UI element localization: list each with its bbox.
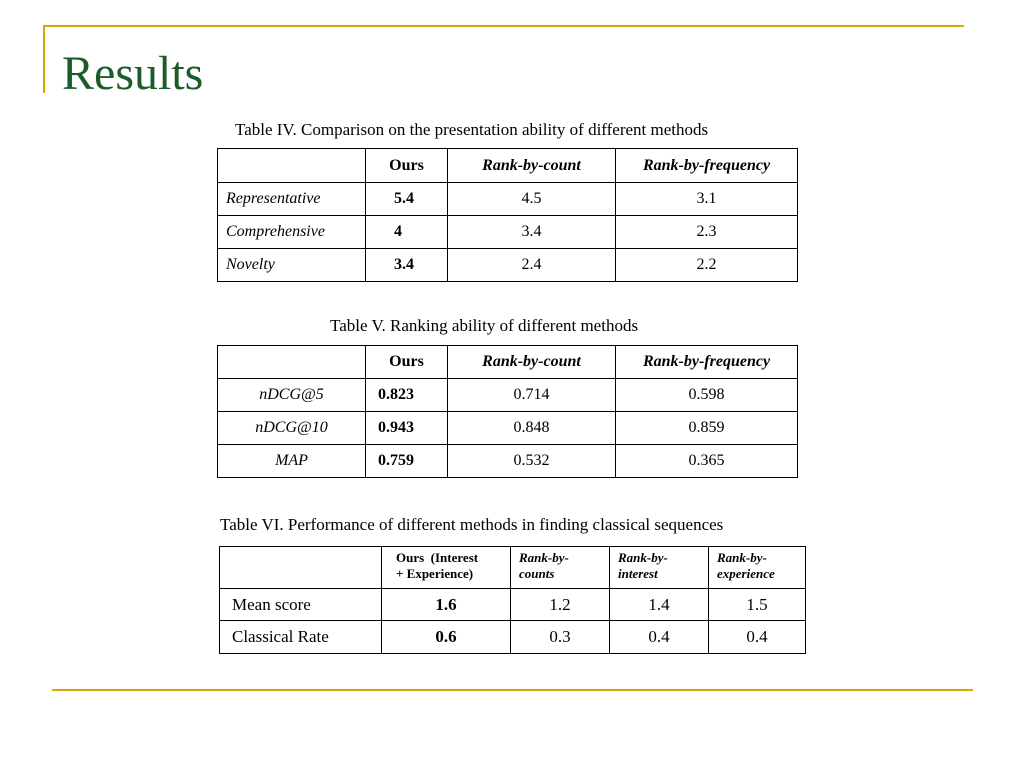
- count-value: 4.5: [448, 183, 616, 216]
- table6-header-experience-line1: Rank-by-: [717, 550, 767, 565]
- count-value: 0.848: [448, 412, 616, 445]
- table4: [217, 148, 798, 282]
- top-accent-line: [43, 25, 964, 27]
- frequency-value: 3.1: [616, 183, 798, 216]
- table4-header-ours: Ours: [366, 149, 448, 183]
- table6-header-ours-line1: Ours (Interest: [396, 550, 479, 565]
- table6-header-ours-line2: + Experience): [396, 566, 474, 581]
- slide-title: Results: [62, 47, 204, 100]
- row-label: Representative: [218, 183, 366, 216]
- table4-caption: Table IV. Comparison on the presentation ability of different methods: [235, 120, 709, 139]
- row-label: nDCG@5: [218, 379, 366, 412]
- ours-value: 0.6: [382, 621, 511, 654]
- row-label: nDCG@10: [218, 412, 366, 445]
- table6-header-experience-line2: experience: [717, 566, 775, 581]
- ours-value: 3.4: [366, 249, 448, 282]
- table6-header-experience: [709, 547, 806, 589]
- table6-header-ours: [382, 547, 511, 589]
- interest-value: 0.4: [610, 621, 709, 654]
- frequency-value: 0.365: [616, 445, 798, 478]
- bottom-accent-line: [52, 689, 973, 691]
- experience-value: 1.5: [709, 589, 806, 621]
- ours-value: 1.6: [382, 589, 511, 621]
- table6-header-interest: [610, 547, 709, 589]
- table6-caption: Table VI. Performance of different methods in finding classical sequences: [220, 515, 724, 534]
- interest-value: 1.4: [610, 589, 709, 621]
- table-row: [220, 589, 806, 621]
- count-value: 3.4: [448, 216, 616, 249]
- ours-value: 4: [366, 216, 448, 249]
- table-row: [220, 621, 806, 654]
- row-label: Classical Rate: [220, 621, 382, 654]
- frequency-value: 2.2: [616, 249, 798, 282]
- table6-header-interest-line2: interest: [618, 566, 658, 581]
- table5: [217, 345, 798, 478]
- table-row: [218, 445, 798, 478]
- table5-header-ours: Ours: [366, 346, 448, 379]
- table5-caption: Table V. Ranking ability of different methods: [330, 316, 639, 335]
- counts-value: 0.3: [511, 621, 610, 654]
- left-accent-line: [43, 25, 45, 93]
- table6-header-counts: [511, 547, 610, 589]
- table5-header-count: Rank-by-count: [448, 346, 616, 379]
- table6-header-counts-line1: Rank-by-: [519, 550, 569, 565]
- table-row: [218, 412, 798, 445]
- table-row: [218, 249, 798, 282]
- table6-header-interest-line1: Rank-by-: [618, 550, 668, 565]
- table-row: [218, 216, 798, 249]
- frequency-value: 2.3: [616, 216, 798, 249]
- counts-value: 1.2: [511, 589, 610, 621]
- table5-header-row: [218, 346, 798, 379]
- row-label: Comprehensive: [218, 216, 366, 249]
- table4-header-row: [218, 149, 798, 183]
- ours-value: 5.4: [366, 183, 448, 216]
- experience-value: 0.4: [709, 621, 806, 654]
- frequency-value: 0.859: [616, 412, 798, 445]
- table-row: [218, 379, 798, 412]
- table4-header-blank: [218, 149, 366, 183]
- count-value: 2.4: [448, 249, 616, 282]
- count-value: 0.714: [448, 379, 616, 412]
- table5-header-blank: [218, 346, 366, 379]
- ours-value: 0.943: [366, 412, 448, 445]
- frequency-value: 0.598: [616, 379, 798, 412]
- ours-value: 0.823: [366, 379, 448, 412]
- table6-header-blank: [220, 547, 382, 589]
- table6: [219, 546, 806, 654]
- row-label: MAP: [218, 445, 366, 478]
- table-row: [218, 183, 798, 216]
- row-label: Novelty: [218, 249, 366, 282]
- table5-header-frequency: Rank-by-frequency: [616, 346, 798, 379]
- table6-header-counts-line2: counts: [519, 566, 555, 581]
- row-label: Mean score: [220, 589, 382, 621]
- count-value: 0.532: [448, 445, 616, 478]
- ours-value: 0.759: [366, 445, 448, 478]
- table6-header-row: [220, 547, 806, 589]
- table4-header-count: Rank-by-count: [448, 149, 616, 183]
- table4-header-frequency: Rank-by-frequency: [616, 149, 798, 183]
